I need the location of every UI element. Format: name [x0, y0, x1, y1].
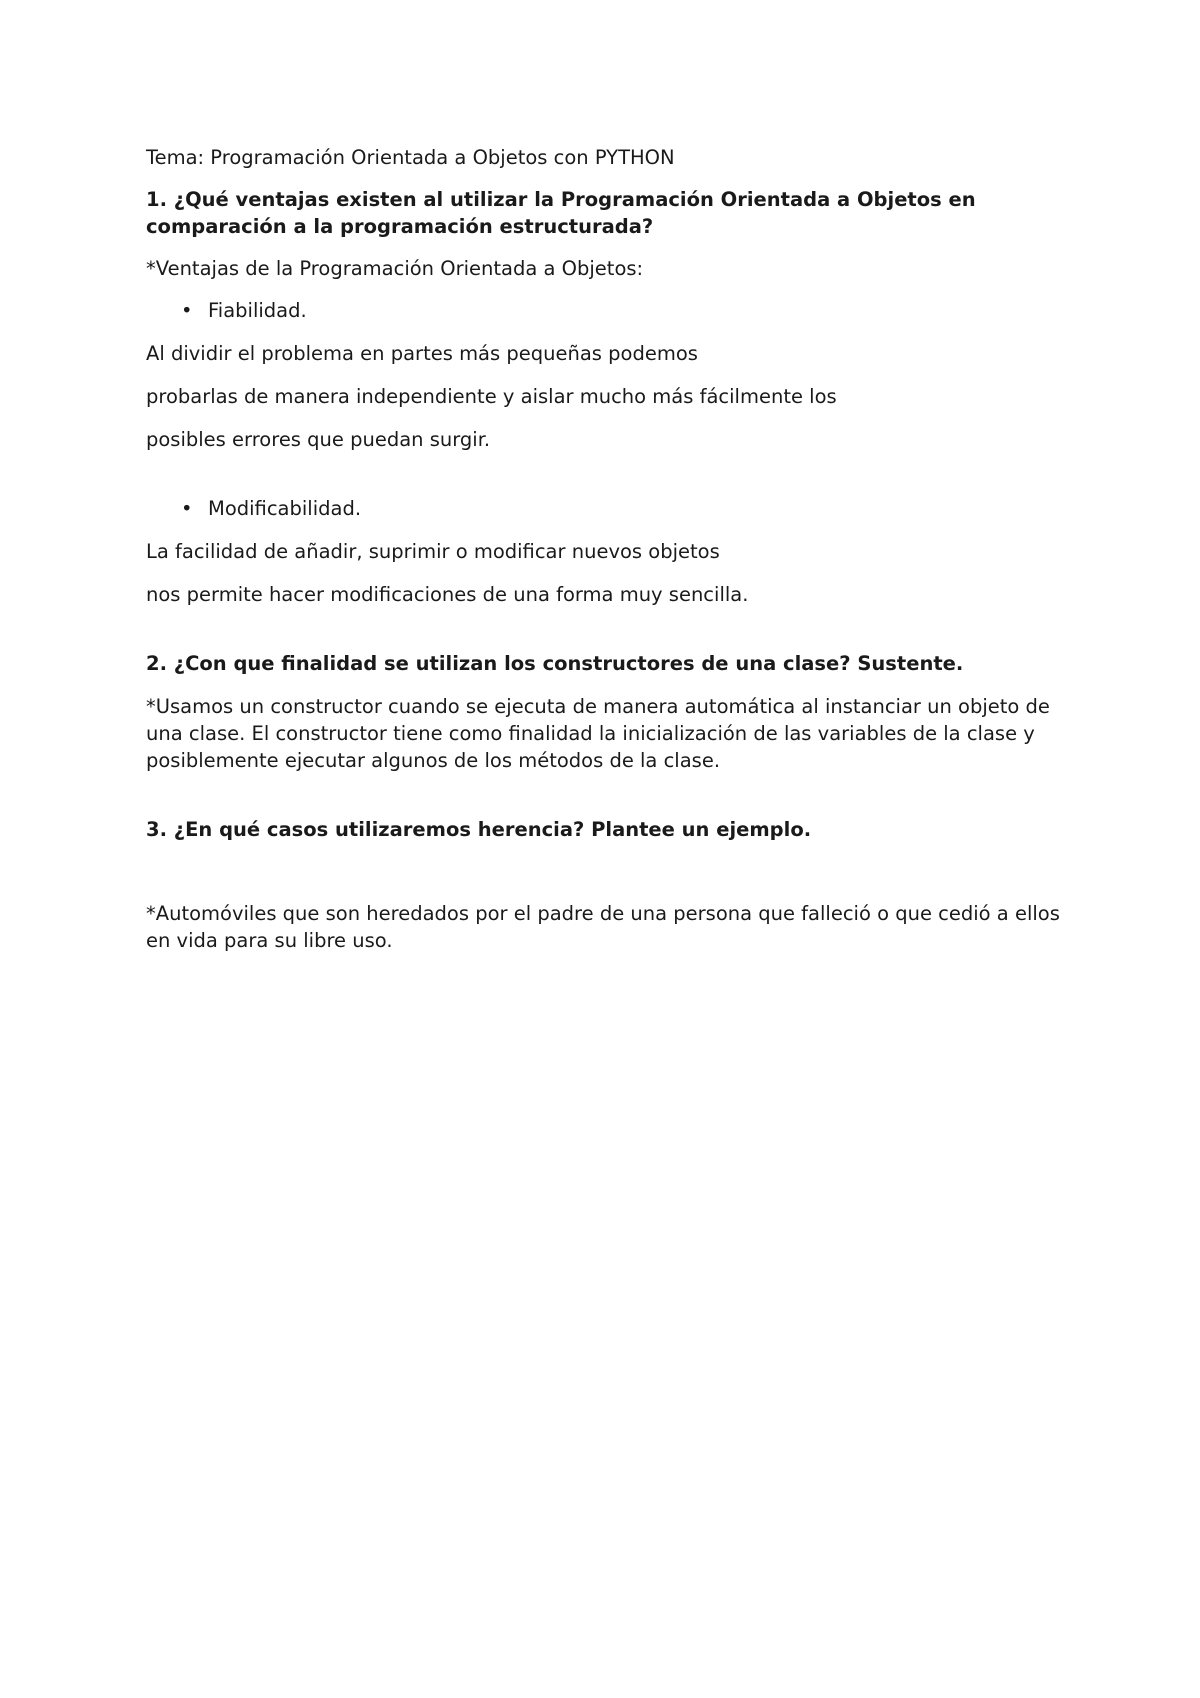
body-text-line: Al dividir el problema en partes más pequeñas podemos	[146, 342, 698, 365]
bullet-icon: •	[181, 497, 193, 520]
list-item-label: Fiabilidad.	[208, 299, 307, 322]
answer-1-intro: *Ventajas de la Programación Orientada a Objetos:	[146, 257, 644, 280]
document-title: Tema: Programación Orientada a Objetos con PYTHON	[146, 146, 675, 169]
question-2: 2. ¿Con que finalidad se utilizan los constructores de una clase? Sustente.	[146, 652, 964, 675]
body-text-line: probarlas de manera independiente y aislar mucho más fácilmente los	[146, 385, 837, 408]
body-text-line: posibles errores que puedan surgir.	[146, 428, 491, 451]
answer-2: *Usamos un constructor cuando se ejecuta de manera automática al instanciar un objeto de una clase. El constructor tiene como finalidad la inicialización de las variables de la clase y posiblemente ejecutar algunos de los métodos de la clase.	[146, 695, 1050, 772]
body-text-line: La facilidad de añadir, suprimir o modificar nuevos objetos	[146, 540, 720, 563]
list-item-label: Modificabilidad.	[208, 497, 362, 520]
question-1: 1. ¿Qué ventajas existen al utilizar la Programación Orientada a Objetos en comparación a la programación estructurada?	[146, 188, 976, 238]
bullet-icon: •	[181, 299, 193, 322]
body-text-line: nos permite hacer modificaciones de una forma muy sencilla.	[146, 583, 749, 606]
list-item-fiabilidad	[146, 297, 1066, 324]
document-page	[146, 144, 1066, 954]
list-item-modificabilidad	[146, 495, 1066, 522]
answer-3: *Automóviles que son heredados por el padre de una persona que falleció o que cedió a ellos en vida para su libre uso.	[146, 902, 1060, 952]
question-3: 3. ¿En qué casos utilizaremos herencia? Plantee un ejemplo.	[146, 818, 812, 841]
